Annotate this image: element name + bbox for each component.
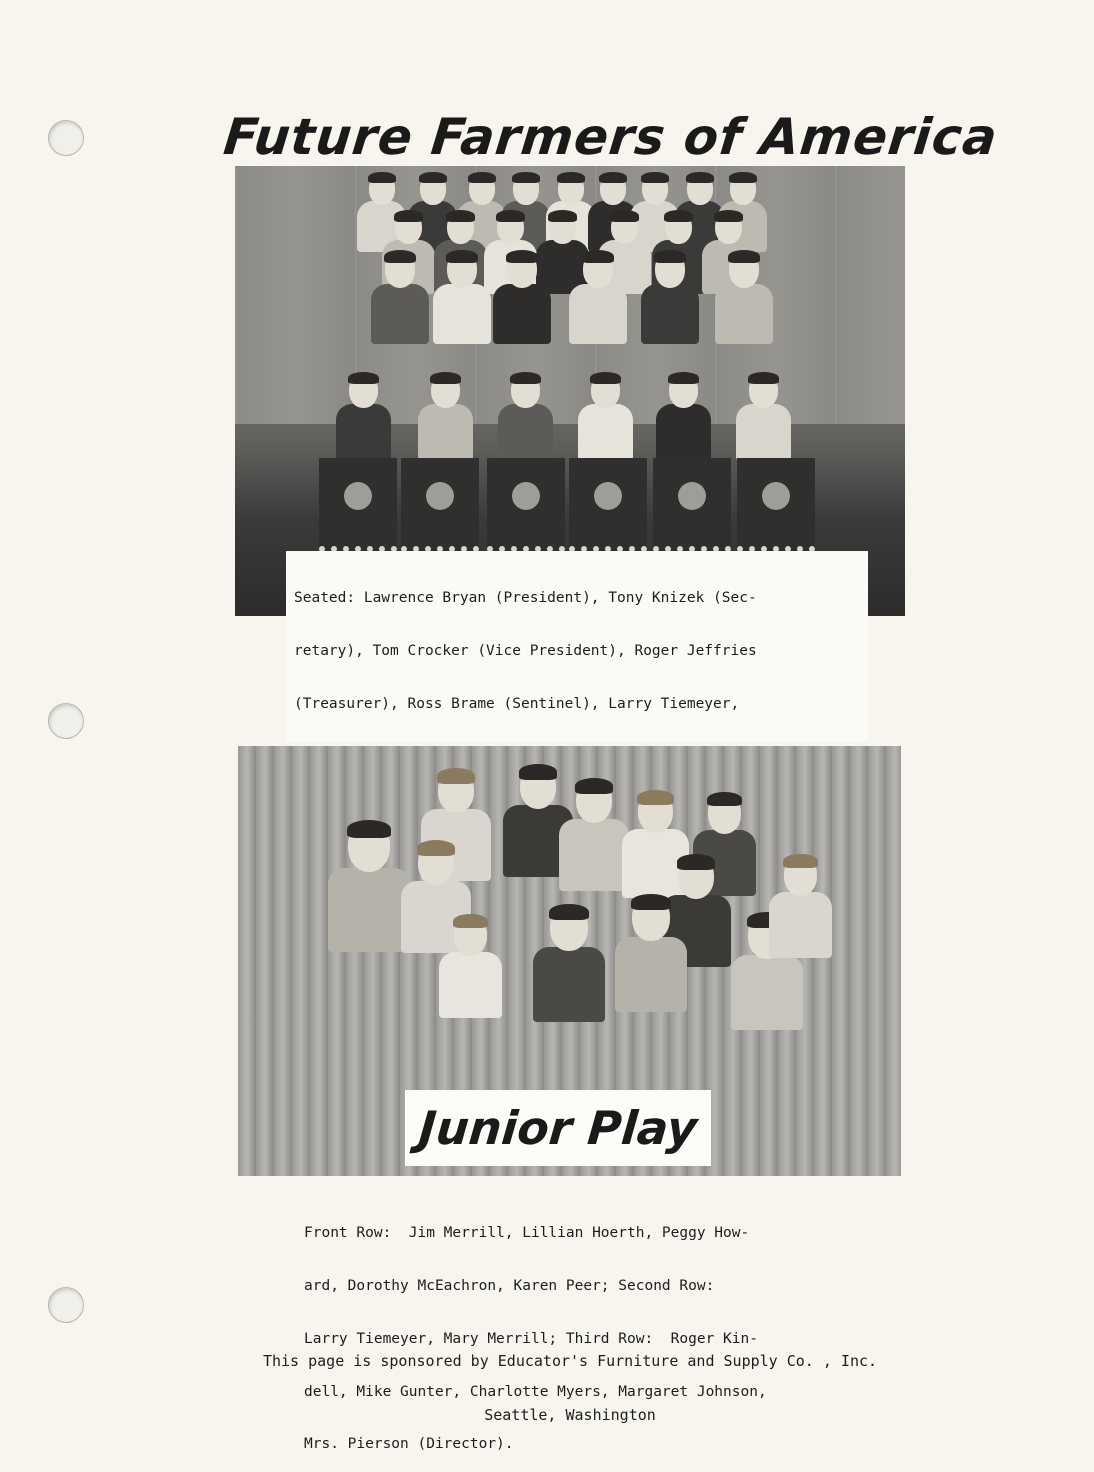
sponsor-line: Seattle, Washington: [484, 1406, 656, 1424]
binder-hole: [48, 1287, 84, 1323]
emblem-icon: [426, 482, 454, 510]
caption-line: (Treasurer), Ross Brame (Sentinel), Larry Tiemeyer,: [294, 695, 740, 712]
caption-line: Mrs. Pierson (Director).: [304, 1436, 514, 1453]
ffa-banner: [569, 458, 647, 552]
ffa-banner: [487, 458, 565, 552]
caption-line: ard, Dorothy McEachron, Karen Peer; Second Row:: [304, 1277, 715, 1294]
emblem-icon: [512, 482, 540, 510]
caption-line: Larry Tiemeyer, Mary Merrill; Third Row: Roger Kin-: [304, 1330, 758, 1347]
ffa-banner: [319, 458, 397, 552]
ffa-group-photo: [235, 166, 905, 616]
emblem-icon: [594, 482, 622, 510]
ffa-banner: [737, 458, 815, 552]
caption-line: dell, Mike Gunter, Charlotte Myers, Margaret Johnson,: [304, 1383, 767, 1400]
binder-hole: [48, 120, 84, 156]
binder-hole: [48, 703, 84, 739]
ffa-banner: [653, 458, 731, 552]
page-title: Future Farmers of America: [220, 108, 1001, 166]
ffa-caption: [286, 551, 868, 741]
play-title: Junior Play: [416, 1101, 700, 1155]
play-title-box: [405, 1090, 711, 1166]
caption-line: retary), Tom Crocker (Vice President), Roger Jeffries: [294, 642, 757, 659]
caption-line: Seated: Lawrence Bryan (President), Tony Knizek (Sec-: [294, 590, 757, 607]
sponsor-note: [200, 1316, 940, 1442]
emblem-icon: [678, 482, 706, 510]
sponsor-line: This page is sponsored by Educator's Furniture and Supply Co. , Inc.: [262, 1352, 878, 1370]
caption-line: Front Row: Jim Merrill, Lillian Hoerth, Peggy How-: [304, 1225, 750, 1242]
ffa-banner: [401, 458, 479, 552]
emblem-icon: [762, 482, 790, 510]
emblem-icon: [344, 482, 372, 510]
